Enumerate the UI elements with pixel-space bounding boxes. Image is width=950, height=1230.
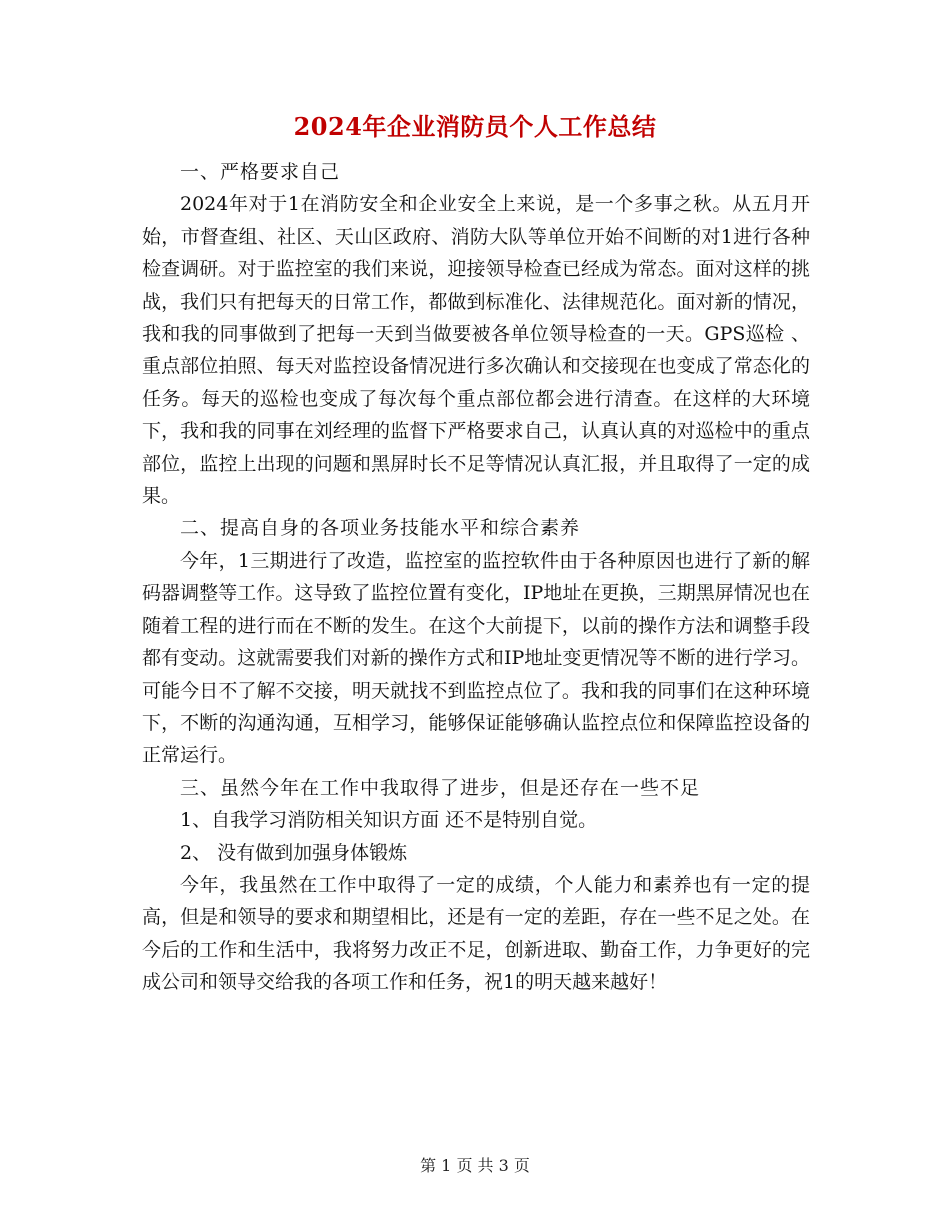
- page-footer: 第 1 页 共 3 页: [420, 1156, 530, 1175]
- paragraph-1: 2024年对于1在消防安全和企业安全上来说，是一个多事之秋。从五月开始，市督查组、社区、天山区政府、消防大队等单位开始不间断的对1进行各种检查调研。对于监控室的我们来说，迎接领导检查已经成为常态。面对这样的挑战，我们只有把每天的日常工作，都做到标准化、法律规范化。面对新的情况，我和我的同事做到了把每一天到当做要被各单位领导检查的一天。GPS巡检 、重点部位拍照、每天对监控设备情况进行多次确认和交接现在也变成了常态化的任务。每天的巡检也变成了每次每个重点部位都会进行清查。在这样的大环境下，我和我的同事在刘经理的监督下严格要求自己，认真认真的对巡检中的重点部位，监控上出现的问题和黑屏时长不足等情况认真汇报，并且取得了一定的成果。: [142, 193, 810, 508]
- document-title: 2024年企业消防员个人工作总结: [293, 112, 657, 141]
- section-heading-2: 二、提高自身的各项业务技能水平和综合素养: [180, 517, 581, 540]
- paragraph-2: 今年，1三期进行了改造，监控室的监控软件由于各种原因也进行了新的解码器调整等工作。这导致了监控位置有变化，IP地址在更换，三期黑屏情况也在随着工程的进行而在不断的发生。在这个大前提下，以前的操作方法和调整手段都有变动。这就需要我们对新的操作方式和IP地址变更情况等不断的进行学习。可能今日不了解不交接，明天就找不到监控点位了。我和我的同事们在这种环境下，不断的沟通沟通，互相学习，能够保证能够确认监控点位和保障监控设备的正常运行。: [142, 549, 810, 767]
- paragraph-3: 今年，我虽然在工作中取得了一定的成绩，个人能力和素养也有一定的提高，但是和领导的要求和期望相比，还是有一定的差距，存在一些不足之处。在今后的工作和生活中，我将努力改正不足，创新进取、勤奋工作，力争更好的完成公司和领导交给我的各项工作和任务，祝1的明天越来越好！: [142, 873, 810, 994]
- section-heading-1: 一、严格要求自己: [180, 161, 341, 183]
- list-item-1: 1、自我学习消防相关知识方面 还不是特别自觉。: [180, 809, 598, 832]
- document-body: [142, 156, 810, 999]
- section-heading-3: 三、虽然今年在工作中我取得了进步，但是还存在一些不足: [180, 776, 701, 799]
- list-item-2: 2、 没有做到加强身体锻炼: [180, 841, 408, 864]
